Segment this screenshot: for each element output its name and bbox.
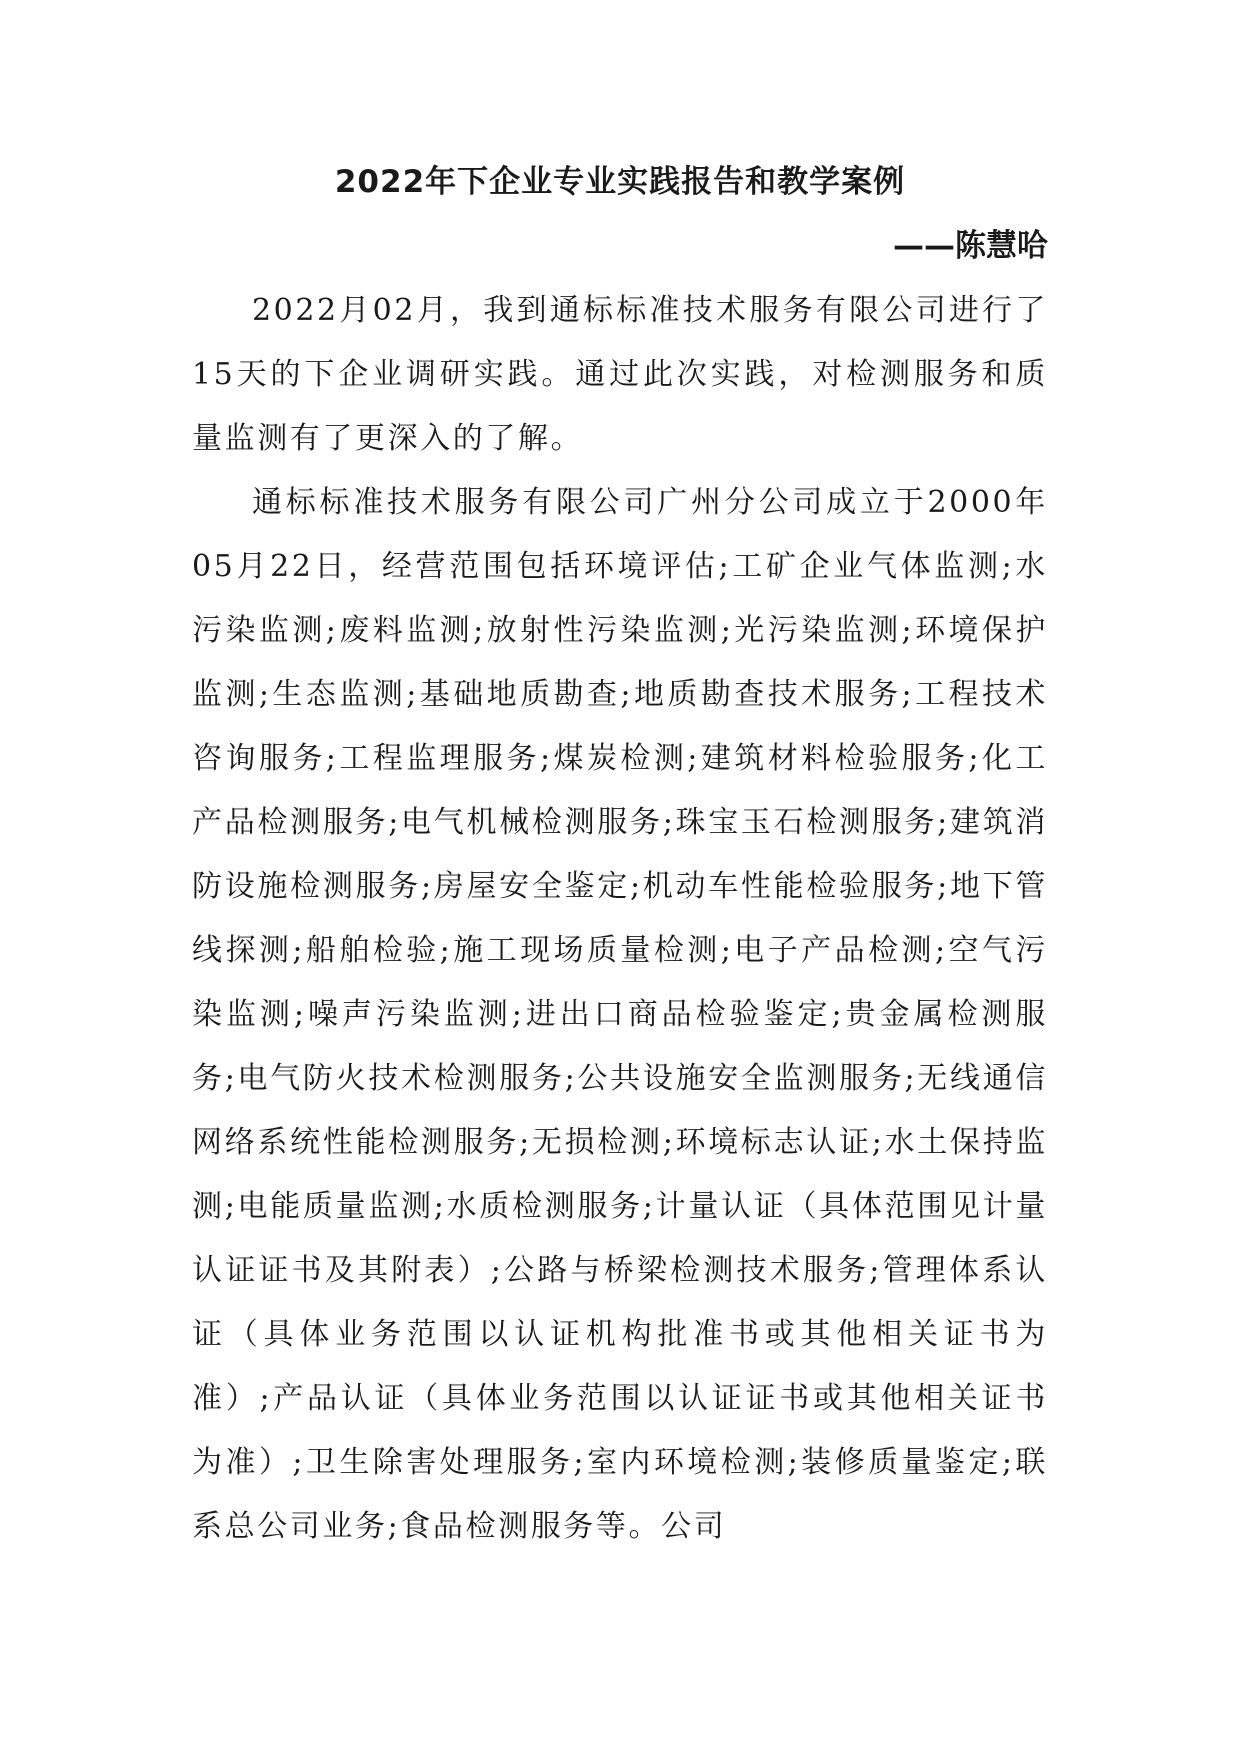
document-author: ——陈慧哈 bbox=[893, 228, 1048, 264]
paragraph-company-scope: 通标标准技术服务有限公司广州分公司成立于2000年05月22日，经营范围包括环境评估;工矿企业气体监测;水污染监测;废料监测;放射性污染监测;光污染监测;环境保护监测;生态监测;基础地质勘查;地质勘查技术服务;工程技术咨询服务;工程监理服务;煤炭检测;建筑材料检验服务;化工产品检测服务;电气机械检测服务;珠宝玉石检测服务;建筑消防设施检测服务;房屋安全鉴定;机动车性能检验服务;地下管线探测;船舶检验;施工现场质量检测;电子产品检测;空气污染监测;噪声污染监测;进出口商品检验鉴定;贵金属检测服务;电气防火技术检测服务;公共设施安全监测服务;无线通信网络系统性能检测服务;无损检测;环境标志认证;水土保持监测;电能质量监测;水质检测服务;计量认证（具体范围见计量认证证书及其附表）;公路与桥梁检测技术服务;管理体系认证（具体业务范围以认证机构批准书或其他相关证书为准）;产品认证（具体业务范围以认证证书或其他相关证书为准）;卫生除害处理服务;室内环境检测;装修质量鉴定;联系总公司业务;食品检测服务等。公司 bbox=[192, 485, 1048, 1544]
document-title: 2022年下企业专业实践报告和教学案例 bbox=[334, 164, 906, 200]
paragraph-intro: 2022月02月，我到通标标准技术服务有限公司进行了15天的下企业调研实践。通过此次实践，对检测服务和质量监测有了更深入的了解。 bbox=[192, 293, 1048, 456]
